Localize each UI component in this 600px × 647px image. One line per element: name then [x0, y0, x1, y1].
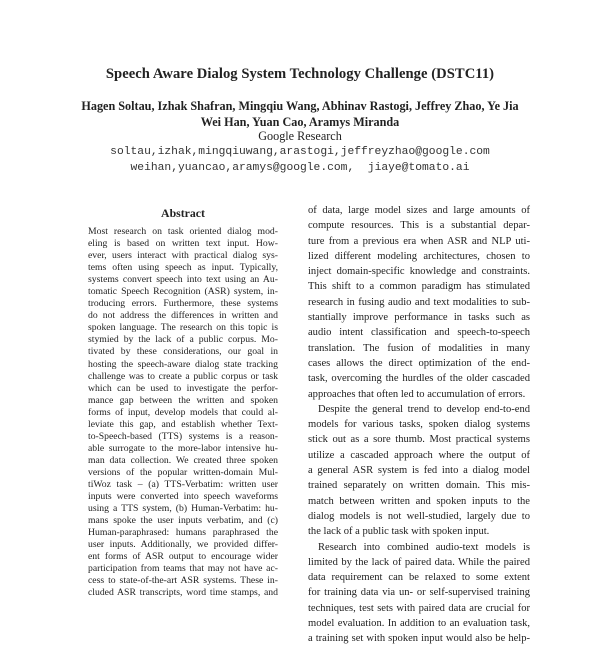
abstract-line: tomatic Speech Recognition (ASR) system, in-: [88, 286, 278, 298]
intro-line: ture from a previous era when ASR and NLP uti-: [308, 235, 530, 247]
abstract-line: spoken language. The research on this topic is: [88, 322, 278, 334]
abstract-line: ever, users interact with practical dialog sys-: [88, 250, 278, 262]
intro-line: limited by the lack of paired data. While the paired: [308, 556, 530, 568]
abstract-line: tems often using speech as input. Typically,: [88, 262, 278, 274]
intro-line: stick out as a sore thumb. Most practical systems: [308, 434, 530, 446]
intro-line: inject domain-specific knowledge and constraints.: [308, 266, 530, 278]
intro-line: approaches that often led to accumulation of errors.: [308, 388, 526, 400]
abstract-line: participation from teams that may not have ac-: [88, 563, 278, 575]
email-line-2: weihan,yuancao,aramys@google.com, jiaye@tomato.ai: [130, 161, 470, 174]
intro-line: models for various tasks, spoken dialog systems: [308, 419, 530, 431]
abstract-line: inputs were converted into speech waveforms: [88, 491, 278, 503]
abstract-line: user inputs. Additionally, we provided differ-: [88, 539, 278, 551]
intro-line: Despite the general trend to develop end-to-end: [318, 403, 530, 415]
intro-line: stantially improve performance in tasks such as: [308, 312, 530, 324]
author-list: [0, 99, 600, 130]
abstract-line: Human-paraphrased: humans paraphrased the: [88, 527, 278, 539]
abstract-line: hosting the speech-aware dialog state tracking: [88, 358, 278, 370]
intro-line: cases allows the direct optimization of the end-: [308, 357, 530, 369]
intro-line: of data, large model sizes and large amounts of: [308, 205, 530, 216]
abstract-line: tiWoz task – (a) TTS-Verbatim: written user: [88, 478, 278, 490]
abstract-line: man data collection. We created three spoken: [88, 454, 278, 466]
abstract-line: stymied by the lack of a public corpus. Mo-: [88, 334, 278, 346]
abstract-line: using a TTS system, (b) Human-Verbatim: hu-: [88, 503, 278, 515]
abstract-line: forms of input, develop models that could al-: [88, 406, 278, 418]
authors-line-1: Hagen Soltau, Izhak Shafran, Mingqiu Wang, Abhinav Rastogi, Jeffrey Zhao, Ye Jia: [81, 99, 519, 113]
email-list: [0, 145, 600, 176]
abstract-line: systems convert speech into text using an Au-: [88, 274, 278, 286]
intro-body: [308, 203, 530, 647]
intro-line: translation. The fusion of modalities in many: [308, 342, 530, 354]
abstract-line: versions of the popular written-domain Mul-: [88, 466, 278, 478]
abstract-line: leviate this gap, and establish whether Text-: [88, 418, 278, 430]
intro-line: trained separately on written domain. This mis-: [308, 480, 530, 492]
intro-line: lized different modeling architectures, chosen to: [308, 250, 530, 262]
abstract-line: cluded ASR transcripts, word time stamps, and: [88, 587, 278, 599]
abstract-line: able surrogate to the more-labor intensive hu-: [88, 442, 278, 454]
intro-line: data requirement can be relaxed to some extent: [308, 572, 530, 584]
abstract-line: Most research on task oriented dialog mod-: [88, 226, 278, 237]
email-line-1: soltau,izhak,mingqiuwang,arastogi,jeffreyzhao@google.com: [110, 146, 490, 158]
intro-line: the lack of a public task with spoken input.: [308, 526, 490, 538]
intro-line: task, overcoming the hurdles of the older cascaded: [308, 373, 530, 385]
abstract-line: tivated by these considerations, our goal in: [88, 346, 278, 358]
intro-line: Research into combined audio-text models is: [318, 541, 530, 553]
intro-line: dialog models is not well-studied, largely due to: [308, 510, 530, 522]
abstract-line: ent forms of ASR output to encourage wider: [88, 551, 278, 563]
intro-line: utilize a cascaded approach where the output of: [308, 449, 530, 461]
intro-line: research in fusing audio and text modalities to sub-: [308, 296, 530, 308]
intro-line: match between written and spoken inputs to the: [308, 495, 530, 507]
abstract-line: mans spoke the user inputs verbatim, and (c): [88, 515, 278, 527]
abstract-line: troducing errors. Furthermore, these systems: [88, 298, 278, 310]
abstract-line: cess to state-of-the-art ASR systems. These in-: [88, 575, 278, 587]
intro-line: for training data via un- or self-supervised training: [308, 587, 530, 599]
affiliation: Google Research: [258, 129, 342, 143]
abstract-line: do not address the differences in written and: [88, 310, 278, 322]
intro-line: This shift to a common paradigm has stimulated: [308, 281, 530, 293]
intro-line: model evaluation. In addition to an evaluation task,: [308, 618, 530, 630]
intro-line: a general ASR system is fed into a dialog model: [308, 465, 530, 477]
abstract-body: [88, 226, 278, 599]
authors-line-2: Wei Han, Yuan Cao, Aramys Miranda: [200, 114, 400, 129]
intro-line: techniques, test sets with paired data are crucial for: [308, 602, 530, 614]
intro-line: a training set with spoken input would also be help-: [308, 633, 530, 645]
intro-line: compute resources. This is a substantial depar-: [308, 220, 530, 232]
abstract-line: which can be used to investigate the perfor-: [88, 382, 278, 394]
abstract-line: to-Speech-based (TTS) systems is a reason-: [88, 430, 278, 442]
paper-title: Speech Aware Dialog System Technology Challenge (DSTC11): [105, 66, 495, 82]
abstract-line: eling is based on written text input. How-: [88, 238, 278, 250]
abstract-line: challenge was to create a public corpus or task: [88, 370, 278, 382]
abstract-heading: Abstract: [161, 206, 205, 220]
intro-line: audio intent classification and speech-to-speech: [308, 327, 530, 339]
abstract-line: mance gap between the written and spoken: [88, 394, 278, 406]
